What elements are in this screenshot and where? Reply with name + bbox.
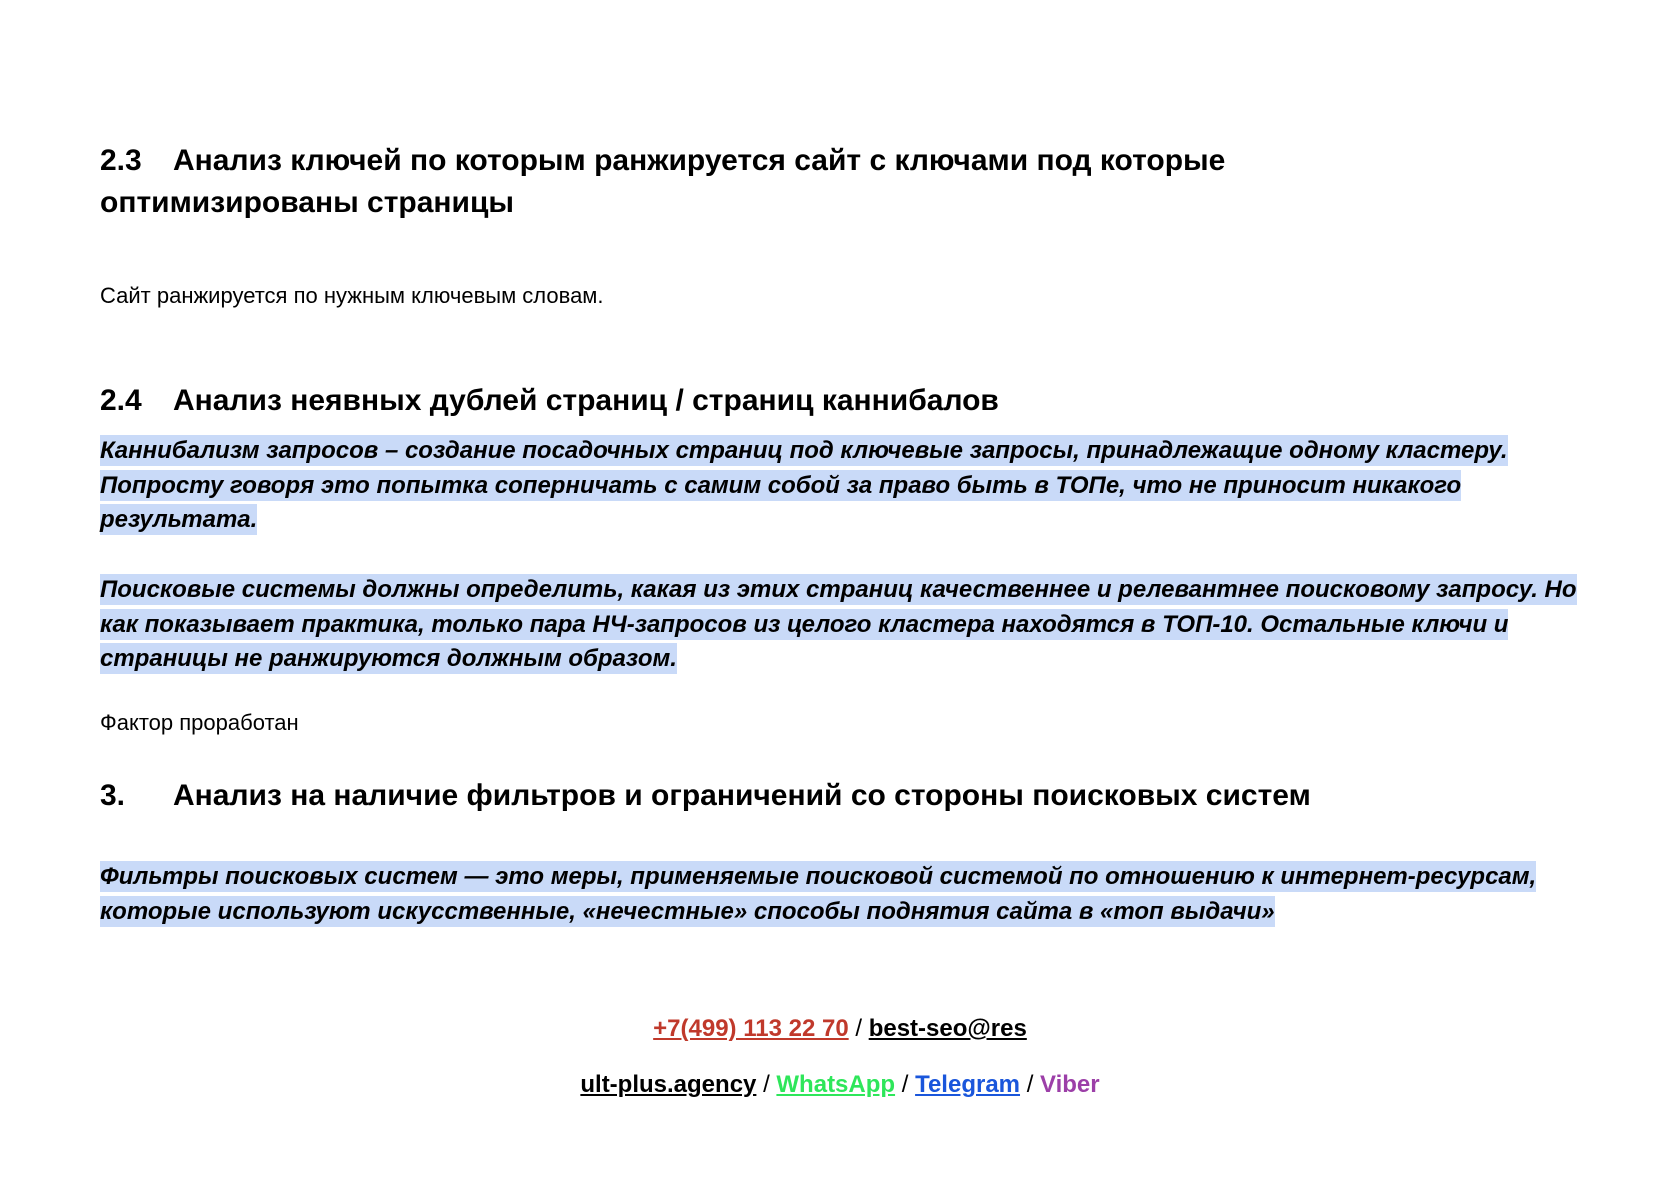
phone-link[interactable]: +7(499) 113 22 70 xyxy=(653,1015,849,1042)
highlighted-text: Поисковые системы должны определить, какая из этих страниц качественнее и релевантнее поисковому запросу. Но как показывает практика, только пара НЧ-запросов из целого кластера находятся в ТОП-10. Остальные ключи и страницы не ранжируются должным образом. xyxy=(100,576,1577,672)
highlighted-text: Фильтры поисковых систем — это меры, применяемые поисковой системой по отношению к интернет-ресурсам, которые используют искусственные, «нечестные» способы поднятия сайта в «топ выдачи» xyxy=(100,863,1537,925)
section-number-2-3: 2.3 xyxy=(100,144,142,177)
footer-contacts-line1 xyxy=(0,1013,1680,1045)
separator: / xyxy=(1026,1071,1034,1098)
highlighted-paragraph-filters xyxy=(100,860,1600,929)
telegram-link[interactable]: Telegram xyxy=(915,1071,1021,1098)
viber-link[interactable]: Viber xyxy=(1040,1071,1100,1098)
whatsapp-link[interactable]: WhatsApp xyxy=(776,1071,896,1098)
highlighted-paragraph-cannibalism xyxy=(100,434,1600,538)
heading-3 xyxy=(100,775,1580,817)
separator: / xyxy=(901,1071,909,1098)
heading-3-title: Анализ на наличие фильтров и ограничений со стороны поисковых систем xyxy=(173,779,1311,812)
separator: / xyxy=(763,1071,770,1098)
heading-2-3-line1: Анализ ключей по которым ранжируется сайт с ключами под которые xyxy=(173,144,1226,177)
footer-contacts-line2 xyxy=(0,1069,1680,1101)
heading-2-3-line2: оптимизированы страницы xyxy=(100,186,515,219)
heading-2-4 xyxy=(100,380,1580,422)
heading-2-4-title: Анализ неявных дублей страниц / страниц каннибалов xyxy=(173,384,999,417)
email-link-part2[interactable]: ult-plus.agency xyxy=(580,1071,757,1098)
separator: / xyxy=(855,1015,863,1042)
section-number-2-4: 2.4 xyxy=(100,384,142,417)
highlighted-paragraph-search-engines xyxy=(100,573,1600,677)
email-link-part1[interactable]: best-seo@res xyxy=(868,1015,1027,1042)
factor-status: Фактор проработан xyxy=(100,710,299,735)
section-number-3: 3. xyxy=(100,779,126,812)
section-2-3-body: Сайт ранжируется по нужным ключевым словам. xyxy=(100,283,604,308)
highlighted-text: Каннибализм запросов – создание посадочных страниц под ключевые запросы, принадлежащие одному кластеру. Попросту говоря это попытка соперничать с самим собой за право быть в ТОПе, что не приносит никакого результата. xyxy=(100,437,1508,533)
heading-2-3 xyxy=(100,140,1580,224)
